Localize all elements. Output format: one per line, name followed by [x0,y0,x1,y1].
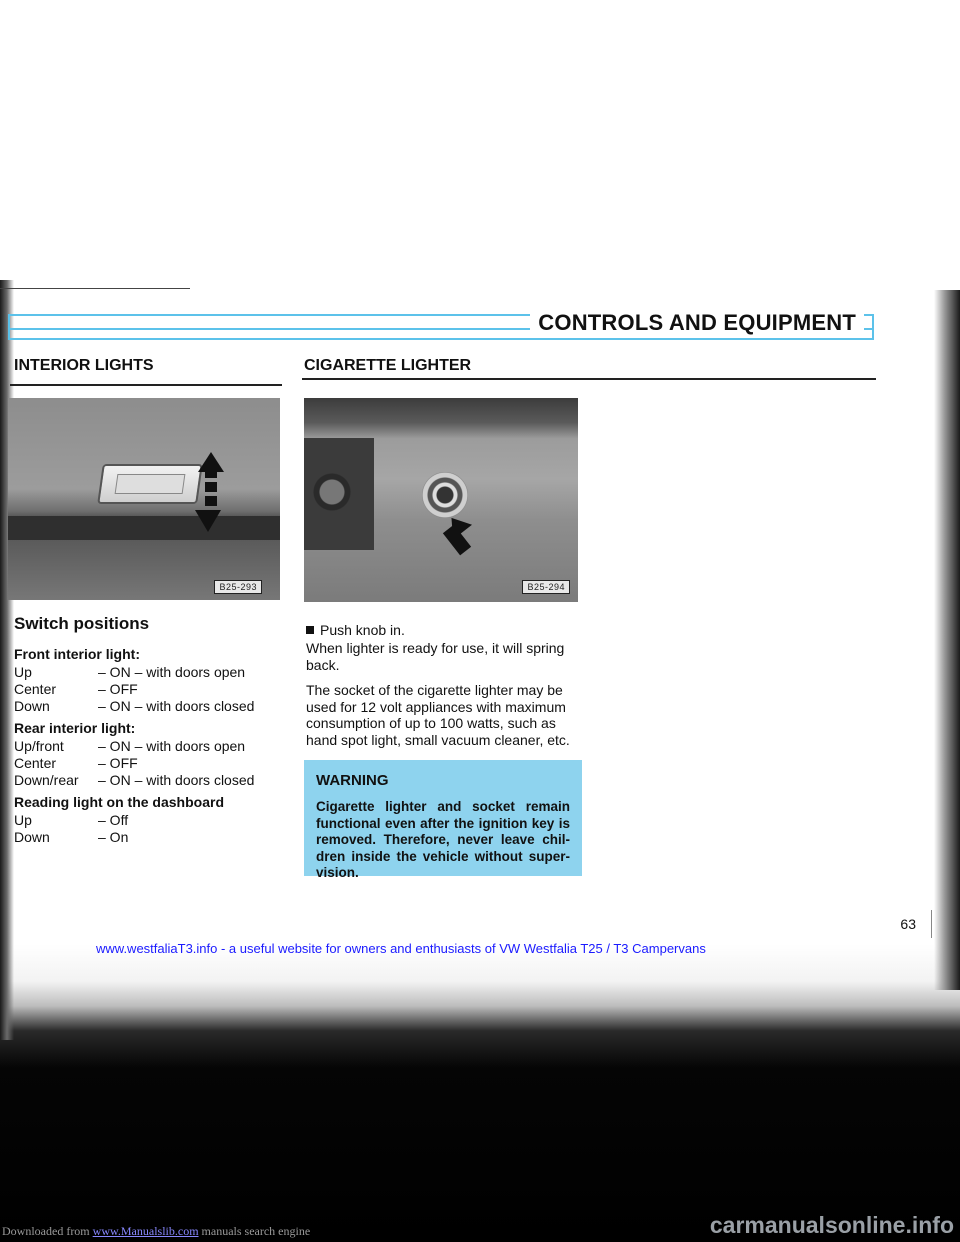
cigarette-lighter-photo [304,398,578,602]
roof-beam-shape [8,516,280,540]
top-rule [0,288,190,289]
instruction-text: Push knob in. [306,622,582,639]
arrow-shaft-icon [205,468,217,514]
paragraph: When lighter is ready for use, it will spring back. [306,640,565,673]
switch-row: Down – On [14,829,129,845]
arrow-shaft-icon [443,525,471,556]
left-heading-rule [10,384,282,386]
switch-row: Up – Off [14,812,129,828]
warning-title: WARNING [316,772,389,789]
rear-light-title: Rear interior light: [14,720,136,736]
front-light-title: Front interior light: [14,646,140,662]
figure-label: B25-294 [522,580,570,594]
interior-lights-heading: INTERIOR LIGHTS [14,357,154,374]
manualslib-link[interactable]: www.Manualslib.com [92,1224,199,1238]
switch-row: Center – OFF [14,681,138,697]
switch-row: Down – ON – with doors closed [14,698,255,714]
page-gutter-shadow-left [0,280,14,1040]
warning-box [304,760,582,880]
warning-body: Cigarette lighter and socket remain functional even after the ignition key is removed. Therefore, never leave chil- dren inside the vehicle without super- vision. [316,799,570,880]
page-gutter-shadow-right [934,290,960,990]
page-number: 63 [900,916,916,932]
arrow-down-icon [195,510,221,532]
heater-knob-shape [304,442,374,546]
switch-positions-heading: Switch positions [14,614,150,633]
download-credit: Downloaded from www.Manualslib.com manuals search engine [2,1224,311,1238]
right-heading-rule [302,378,876,380]
reading-light-title: Reading light on the dashboard [14,794,224,810]
switch-row: Up/front – ON – with doors open [14,738,246,754]
watermark: carmanualsonline.info [709,1212,954,1238]
interior-lamp-shape [97,464,203,504]
paragraph: The socket of the cigarette lighter may be used for 12 volt appliances with maximum consumption of up to 100 watts, such as hand spot light, small vacuum cleaner, etc. [306,682,570,748]
section-title: CONTROLS AND EQUIPMENT [530,310,864,336]
switch-row: Down/rear – ON – with doors closed [14,772,255,788]
cigarette-lighter-heading: CIGARETTE LIGHTER [304,357,472,374]
switch-row: Center – OFF [14,755,138,771]
switch-row: Up – ON – with doors open [14,664,246,680]
figure-label: B25-293 [214,580,262,594]
westfalia-website-link[interactable]: www.westfaliaT3.info - a useful website for owners and enthusiasts of VW Westfalia T25 / T3 Campervans [96,941,706,956]
interior-light-photo [8,398,280,600]
bullet-icon [306,626,314,634]
